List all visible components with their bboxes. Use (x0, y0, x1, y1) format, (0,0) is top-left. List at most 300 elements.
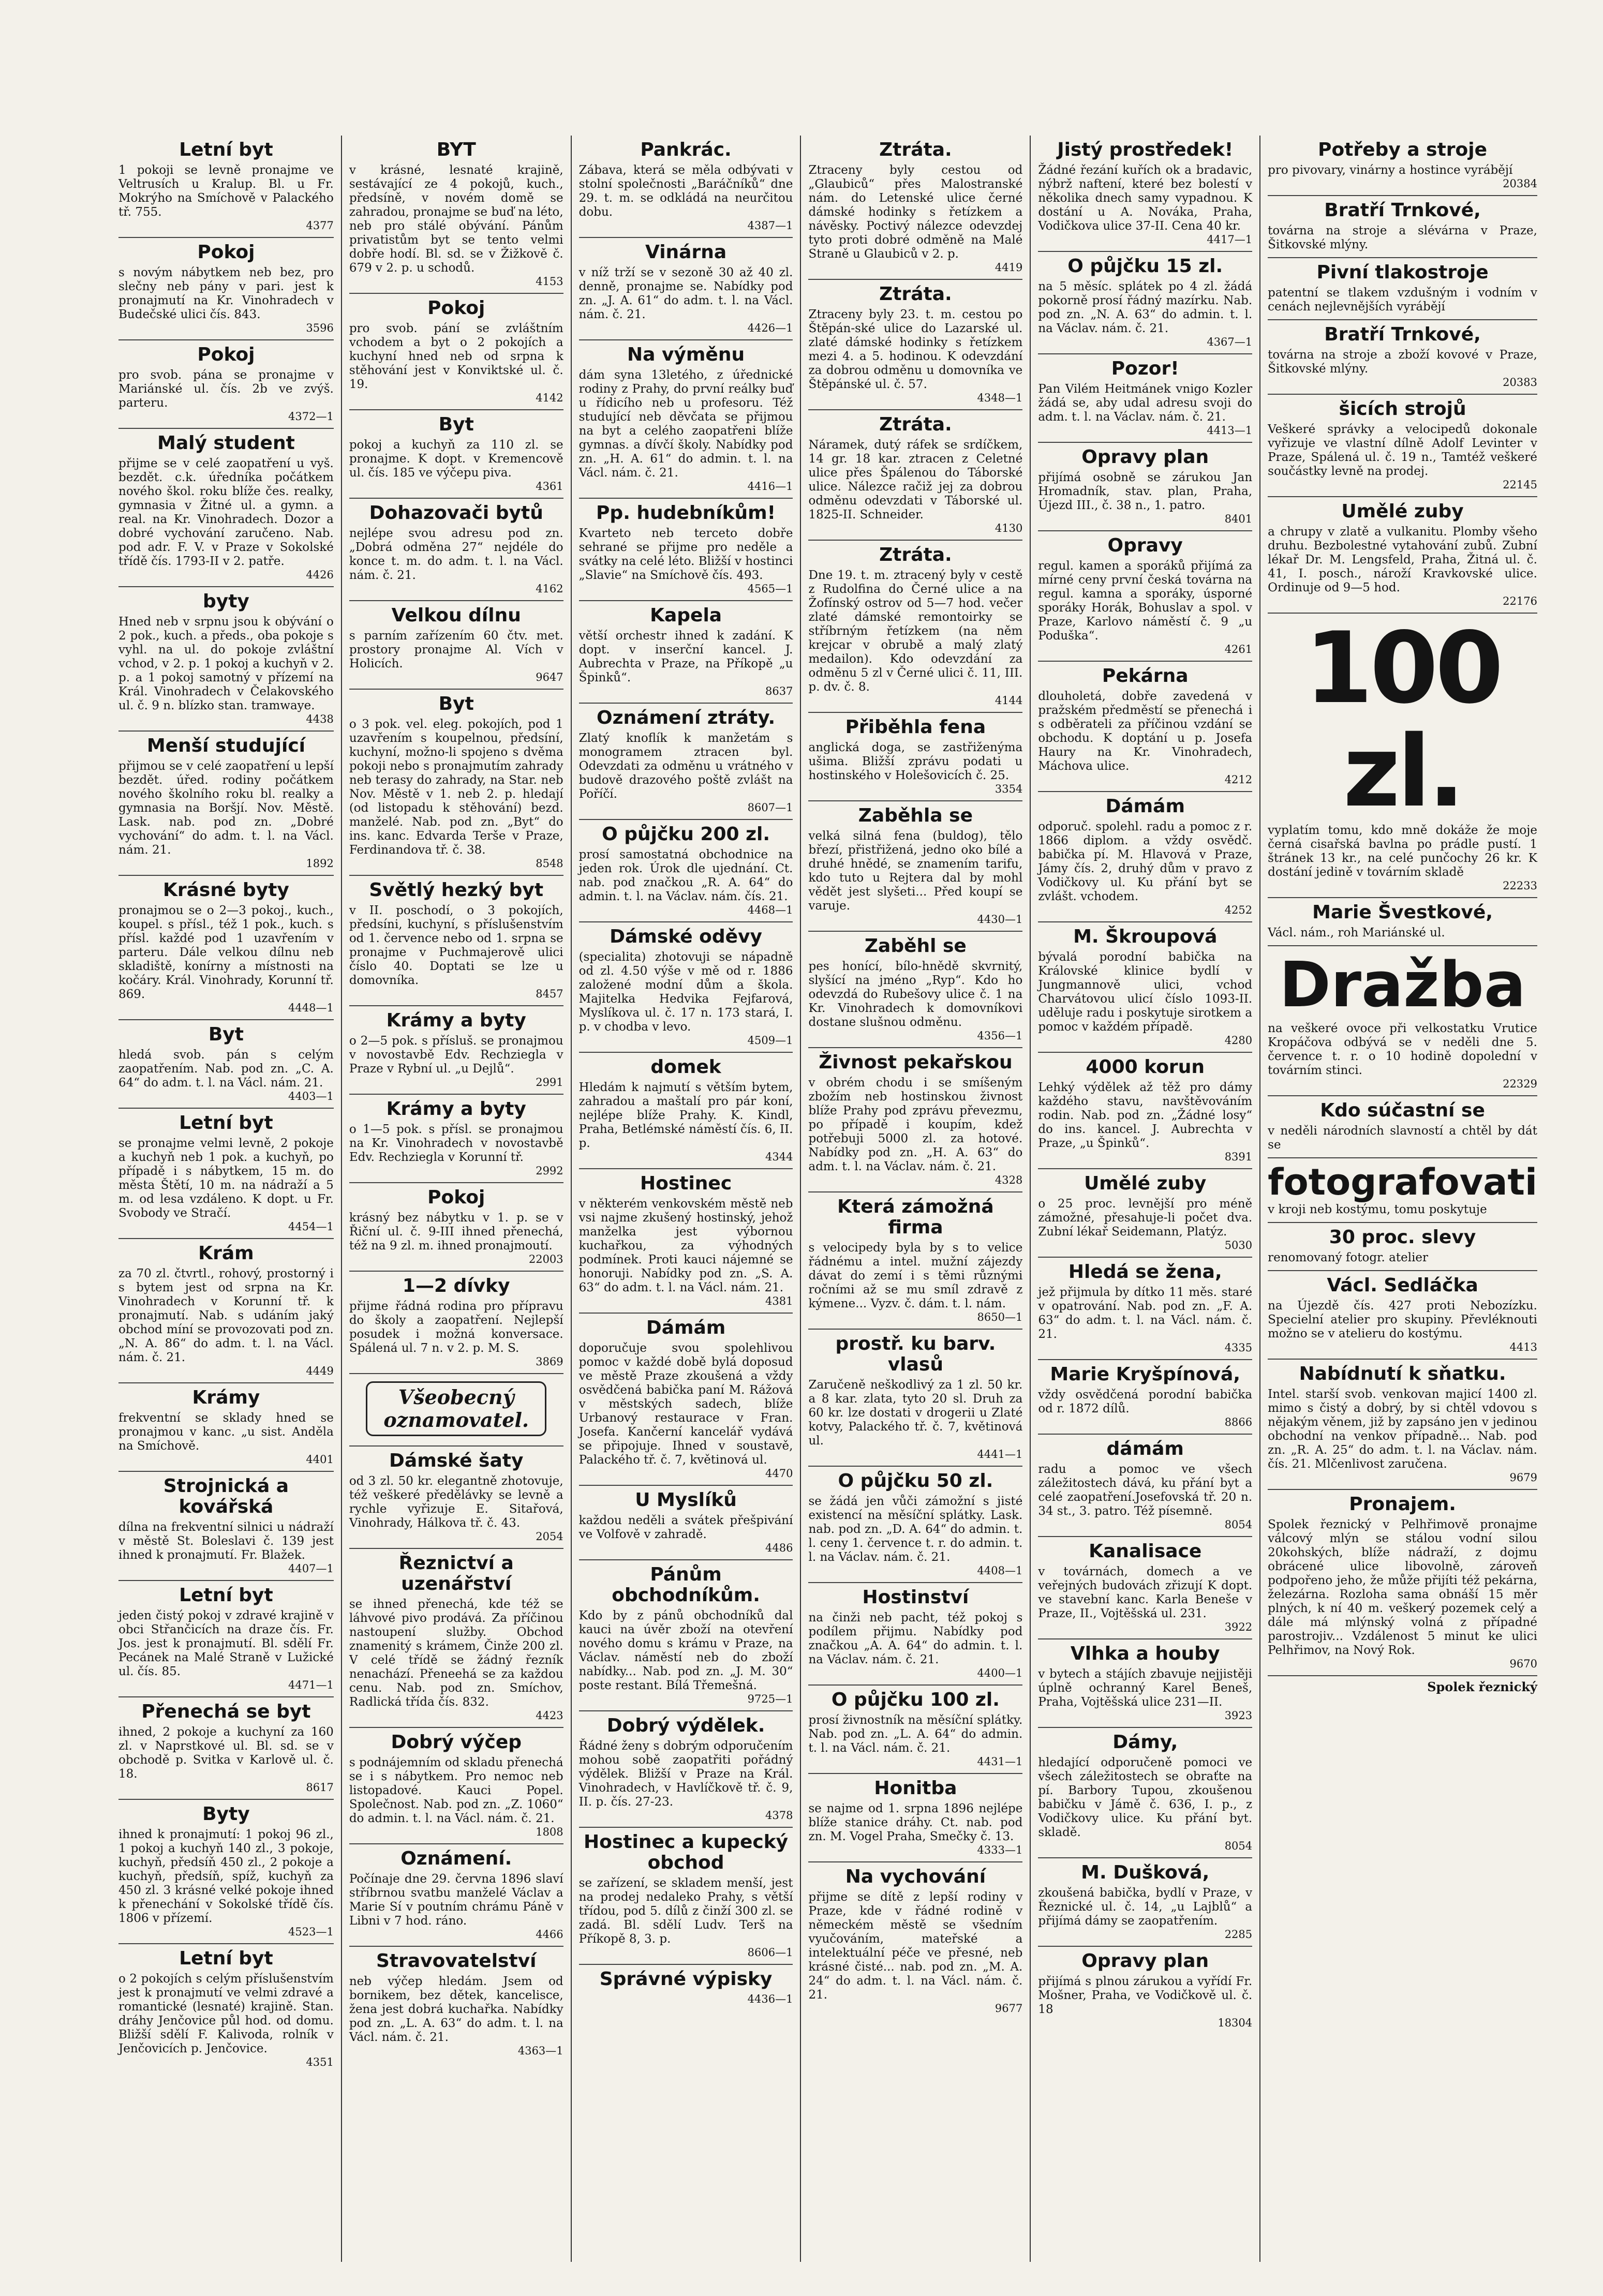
ad-title: Pokoj (427, 297, 485, 319)
ad-title: Opravy plan (1081, 446, 1209, 468)
ad-reference-number: 4523—1 (288, 1926, 334, 1938)
classified-ad-byty (118, 1800, 334, 1944)
ad-reference-number: 9670 (1509, 1658, 1537, 1670)
ad-body: přijímá osobně se zárukou Jan Hromadník, stav. plan, Praha, Újezd III., č. 38 n., 1. patro. (1038, 471, 1253, 512)
classified-ad-letni-byt (118, 136, 334, 238)
classified-ad-jisty-prostredek (1038, 136, 1252, 252)
ad-body: o 2—5 pok. s přísluš. se pronajmou v novostavbě Edv. Rechziegla v Praze v Rybní ul. „u Dejlů“. (349, 1034, 563, 1076)
ad-body: v továrnách, domech a ve veřejných budovách zřizují K dopt. ve stavební kanc. Karla Beneše v Praze, II., Vojtěšská ul. 231. (1038, 1565, 1253, 1620)
ad-title: BYT (436, 139, 476, 160)
ad-body: nejlépe svou adresu pod zn. „Dobrá odměna 27“ nejdéle do konce t. m. do adm. t. l. na Václ. nám. č. 21. (349, 527, 563, 582)
ad-title: Velkou dílnu (391, 605, 521, 626)
ad-body: Spolek řeznický v Pelhřimově pronajme válcový mlýn se stálou vodní silou 20kohských, blíže nádraží, z dojmu obrácené ulice libovolně, zároveň podpořeno jeho, že může přijíti též pekárna, železárna. Rozloha sama obnáší 15 měr plných, k ní 40 m. veškerý pozemek celý a dále má mlýnský volná z případné parostrojiv... Vzdálenost 5 minut ke ulici Pelhřimov, na Nový Rok. (1268, 1518, 1537, 1657)
ad-title: Hostinec a kupecký obchod (584, 1831, 789, 1873)
ad-body: ihned k pronajmutí: 1 pokoj 96 zl., 1 pokoj a kuchyň 140 zl., 3 pokoje, kuchyň, předsíň 450 zl., 2 pokoje a kuchyň, předsíň, spíž, kuchyň za 450 zl. 3 krásné velké pokoje ihned k přenechání v Sokolské třídě čís. 1806 v přízemí. (118, 1828, 334, 1925)
ad-title: Krámy (192, 1387, 260, 1408)
classified-ad-hleda-se-zena (1038, 1258, 1252, 1360)
ad-reference-number: 4416—1 (747, 480, 793, 493)
ad-body: anglická doga, se zastřiženýma ušima. Bližší zprávu podati u hostinského v Holešovicích č. 25. (808, 741, 1023, 782)
ad-title: O půjčku 15 zl. (1067, 256, 1223, 277)
ad-body: prosí živnostník na měsíční splátky. Nab. pod zn. „L. A. 64“ do admin. t. l. na Václ. nám. č. 21. (808, 1713, 1023, 1755)
ad-reference-number: 4423 (536, 1709, 563, 1722)
ad-reference-number: 4130 (995, 522, 1023, 534)
classified-ad-na-vychovani (808, 1862, 1022, 2020)
ad-body: v kroji neb kostýmu, tomu poskytuje (1268, 1203, 1487, 1216)
ad-reference-number: 4441—1 (977, 1448, 1023, 1460)
classified-ad-o-pujcku-200-zl (579, 820, 793, 922)
ad-body: o 2 pokojích s celým příslušenstvím jest k pronajmutí ve velmi zdravé a romantické (lesnaté) krajině. Stan. dráhy Jenčovice půl hod. od domu. Bližší sdělí F. Kalivoda, rolník v Jenčovicích p. Jenčovice. (118, 1972, 334, 2055)
ad-title: Přiběhla fena (845, 717, 986, 738)
classified-ad-kramy-a-byty (349, 1006, 563, 1095)
ad-reference-number: 4426 (306, 569, 334, 581)
ad-title: Oznámení ztráty. (596, 707, 776, 728)
ad-body: v obrém chodu i se smíšeným zbožím neb hostinskou živnost blíže Prahy pod zprávu převezmu, po případě i koupím, kdež potřebuji 5000 zl. za hotové. Nabídky pod zn. „H. A. 63“ do adm. t. l. na Václav. nám. č. 21. (808, 1076, 1023, 1173)
ad-title: Pp. hudebníkům! (596, 502, 776, 524)
classified-ad-pokoj (349, 1183, 563, 1272)
ad-title: Oznámení. (400, 1848, 512, 1869)
ad-body: přijme se dítě z lepší rodiny v Praze, kde v řádné rodině v německém městě se všedním vyučováním, mateřské a intelektuální péče ve přesné, neb krásné čisté... nab. pod zn. „M. A. 24“ do adm. t. l. na Václ. nám. č. 21. (808, 1890, 1023, 2002)
ad-title: Strojnická a kovářská (163, 1475, 289, 1517)
ad-title: Letní byt (179, 1585, 273, 1606)
classified-ad-reznictvi-a-uzenarstvi (349, 1549, 563, 1728)
ad-reference-number: 4378 (765, 1809, 793, 1822)
classified-ad-dobry-vydelek (579, 1711, 793, 1828)
ad-title: 1—2 dívky (402, 1275, 510, 1296)
ad-reference-number: 4377 (306, 219, 334, 232)
ad-title: Bratří Trnkové, (1324, 200, 1481, 221)
ad-body: pro svob. pána se pronajme v Mariánské ul. čís. 2b ve zvýš. parteru. (118, 368, 334, 410)
ad-reference-number: 8637 (765, 685, 793, 697)
ad-body: neb výčep hledám. Jsem od bornikem, bez dětek, kancelisce, žena jest dobrá kuchařka. Nabídky pod zn. „L. A. 63“ do adm. t. l. na Václ. nám. č. 21. (349, 1975, 563, 2044)
ad-reference-number: 4413—1 (1207, 424, 1253, 437)
ad-title: 30 proc. slevy (1329, 1227, 1476, 1248)
ad-body: na veškeré ovoce při velkostatku Vrutice Kropáčova odbývá se v neděli dne 5. července t. r. o 10 hodině dopolední v továrním stinci. (1268, 1022, 1537, 1077)
classified-ad-byty (118, 587, 334, 732)
ad-body: Intel. starší svob. venkovan majicí 1400 zl. mimo s čistý a dobrý, by si chtěl vdovou s nějakým věnem, již by zapsáno jen v jedinou obchodní na venkov případně... Nab. pod zn. „R. A. 25“ do adm. t. l. na Václav. nám. čís. 21. Mlčenlivost zaručena. (1268, 1388, 1537, 1471)
ad-title: Letní byt (179, 1112, 273, 1134)
ad-reference-number: 8391 (1224, 1151, 1253, 1163)
ad-title: šicích strojů (1339, 398, 1466, 420)
ad-body: vyplatím tomu, kdo mně dokáže že moje černá cisařská bavlna po prádle pustí. 1 štránek 13 kr., na celé punčochy 26 kr. K dostání jedině v továrním skladě (1268, 824, 1537, 879)
classified-ad-marie-svestkove (1268, 898, 1537, 946)
ad-title: Správné výpisky (599, 1969, 773, 1990)
ad-body: regul. kamen a sporáků přijímá za mírné ceny první česká továrna na regul. kamna a sporáky, úsporné sporáky Horák, Bohuslav a spol. v Praze, Karlovo náměstí č. 9 „u Poduška“. (1038, 559, 1253, 643)
classified-ad-letni-byt (118, 1944, 334, 2074)
column-4 (800, 136, 1030, 2262)
ad-title: Krámy a byty (386, 1010, 526, 1031)
ad-reference-number: 2991 (536, 1076, 563, 1089)
ad-title: Dobrý výdělek. (606, 1715, 765, 1736)
classified-ad-maly-student (118, 429, 334, 587)
ad-title: Živnost pekařskou (819, 1052, 1013, 1073)
ad-reference-number: 1808 (536, 1826, 563, 1838)
ad-title: U Myslíků (635, 1489, 737, 1511)
ad-reference-number: 4212 (1224, 773, 1253, 786)
ad-reference-number: 4142 (536, 392, 563, 404)
classified-ad-pokoj (118, 238, 334, 340)
ad-title: M. Dušková, (1081, 1862, 1210, 1883)
ad-title: Pankrác. (640, 139, 732, 160)
classified-ad-o-pujcku-100-zl (808, 1686, 1022, 1774)
ad-reference-number: 4454—1 (288, 1220, 334, 1233)
ad-reference-number: 22176 (1503, 595, 1537, 607)
ad-body: se pronajme velmi levně, 2 pokoje a kuchyň neb 1 pok. a kuchyň, po případě i s nábytkem, 15 m. do města Štětí, 10 m. na nádraží a 5 m. od lesa vzdáleno. K dopt. u Fr. Svobody ve Stračí. (118, 1137, 334, 1220)
ad-body: pronajmou se o 2—3 pokoj., kuch., koupel. s přísl., též 1 pok., kuch. s přísl. každé pod 1 uzavřením v parteru. Dále velkou dílnu neb skladiště, konírny a místnosti na kočáry. Král. Vinohrady, Korunní tř. 869. (118, 904, 334, 1001)
ad-reference-number: 8054 (1224, 1840, 1253, 1852)
ad-title: Bratří Trnkové, (1324, 324, 1481, 345)
ad-body: přijme řádná rodina pro přípravu do školy a zaopatření. Nejlepší posudek i možná konversace. Spálená ul. 7 n. v 2. p. M. S. (349, 1300, 563, 1355)
classified-ad-pronajem (1268, 1490, 1537, 1676)
ad-title: Ztráta. (879, 544, 952, 565)
ad-body: 1 pokoji se levně pronajme ve Veltrusích u Kralup. Bl. u Fr. Mokrýho na Smíchově v Palackého tř. 755. (118, 163, 334, 219)
classified-ad-pokoj (349, 294, 563, 410)
ad-reference-number: 4486 (765, 1542, 793, 1554)
ad-reference-number: 4363—1 (517, 2045, 563, 2057)
ad-body: Ztraceny byly cestou od „Glaubiců“ přes Malostranské nám. do Letenské ulice černé dámské hodinky s řetízkem a návěsky. Poctivý nálezce odevzdej tyto proti dobré odměně na Malé Straně u Glaubiců v 2. p. (808, 163, 1023, 261)
ad-title: Pivní tlakostroje (1316, 262, 1489, 283)
ad-body: v neděli národních slavností a chtěl by dát se (1268, 1124, 1537, 1152)
ad-body: větší orchestr ihned k zadání. K dopt. v inserční kancel. J. Aubrechta v Praze, na Příkopě „u Špinků“. (578, 629, 793, 684)
ad-body: pro pivovary, vinárny a hostince vyrábějí (1268, 163, 1513, 177)
ad-title: Ztráta. (879, 284, 952, 305)
classified-ad-hostinec-a-kupecky-obchod (579, 1828, 793, 1965)
classified-ad-spravne-vypisky (579, 1965, 793, 2010)
classified-ad-velkou-dilnu (349, 601, 563, 690)
ad-reference-number: 5030 (1224, 1239, 1253, 1251)
classified-ad-damam (579, 1314, 793, 1486)
ad-title: Letní byt (179, 139, 273, 160)
ad-title: Zaběhl se (864, 935, 967, 957)
ad-body: továrna na stroje a zboží kovové v Praze, Šitkovské mlýny. (1268, 348, 1537, 376)
classified-ad-damske-saty (349, 1447, 563, 1549)
ad-body: v II. poschodí, o 3 pokojích, předsíni, kuchyní, s příslušenstvím od 1. července nebo od 1. srpna se pronajme v Puchmajerově ulici číslo 40. Doptati se lze u domovníka. (349, 904, 563, 987)
ad-body: bývalá porodní babička na Královské klinice bydlí v Jungmannově ulici, vchod Charvátovou ulicí číslo 1093-II. uděluje radu i poskytuje sirotkem a pomoc v každém případě. (1038, 950, 1253, 1034)
ad-reference-number: 4436—1 (747, 1993, 793, 2005)
ad-body: Dne 19. t. m. ztracený byly v cestě z Rudolfina do Černé ulice a na Žofínský ostrov od 5—7 hod. večer zlaté dámské remontoirky se stříbrným řetízkem (na něm krejcar v obrubě a malý zlatý medailon). Kdo odevzdání za odměnu 5 zl v Černé ulici č. 11, III. p. dv. č. 8. (808, 569, 1023, 694)
classified-ad-fotografovati (1268, 1158, 1537, 1223)
ad-reference-number: 9679 (1509, 1471, 1537, 1484)
ad-body: přijmou se v celé zaopatření u lepší bezdět. úřed. rodiny počátkem nového školního roku bl. realky a gymnasia na Boršjí. Nov. Městě. Lask. nab. pod zn. „Dobré vychování“ do adm. t. l. na Václ. nám. 21. (118, 759, 334, 857)
ad-title: Jistý prostředek! (1057, 139, 1234, 160)
ad-title: Na výměnu (627, 344, 745, 365)
ad-body: zkoušená babička, bydlí v Praze, v Řeznické ul. č. 14, „u Lajblů“ a přijímá dámy se zaopatřením. (1038, 1886, 1253, 1928)
ad-body: Veškeré správky a velocipedů dokonale vyřizuje ve vlastní dílně Adolf Levinter v Praze, Spálená ul. č. 19 n., Tamtéž veškeré součástky levně na prodej. (1268, 423, 1537, 478)
ad-reference-number: 4328 (995, 1174, 1023, 1186)
ad-title: Dámám (646, 1317, 726, 1338)
ad-body: renomovaný fotogr. atelier (1268, 1251, 1429, 1264)
ad-body: radu a pomoc ve všech záležitostech dává, ku přání byt a celé zaopatření.Josefovská tř. 20 n. 34 st., 3. patro. Též písemně. (1038, 1463, 1253, 1518)
ad-body: o 25 proc. levnější pro méně zámožné, přesahuje-li počet dva. Zubní lékař Seidemann, Platýz. (1038, 1197, 1253, 1239)
ad-title: Byt (438, 414, 474, 435)
ad-body: dílna na frekventní silnici u nádraží v městě St. Boleslavi č. 139 jest ihned k pronajmutí. Fr. Blažek. (118, 1520, 334, 1562)
ad-title: Dražba (1279, 949, 1526, 1021)
classified-ad-m-skroupova (1038, 922, 1252, 1053)
ad-body: pro svob. pání se zvláštním vchodem a byt o 2 pokojích a kuchyní hned neb od srpna k stěhování jest v Konviktské ul. č. 19. (349, 322, 563, 391)
classified-ad-prostr-ku-barv-vlasu (808, 1330, 1022, 1467)
ad-title: O půjčku 100 zl. (831, 1689, 1000, 1710)
ad-title: Byt (438, 693, 474, 714)
ad-reference-number: 4419 (995, 261, 1023, 274)
ad-reference-number: 4153 (536, 275, 563, 288)
ad-title: Hledá se žena, (1068, 1261, 1222, 1283)
ad-reference-number: 4430—1 (977, 913, 1023, 926)
ad-reference-number: 3923 (1224, 1709, 1253, 1722)
classified-ad-damam (1038, 792, 1252, 922)
ad-title: Vlhka a houby (1070, 1643, 1220, 1664)
ad-reference-number: 2285 (1224, 1928, 1253, 1941)
ad-body: vždy osvědčená porodní babička od r. 1872 dílů. (1038, 1388, 1253, 1415)
ad-reference-number: 4144 (995, 694, 1023, 707)
ad-reference-number: 4381 (765, 1295, 793, 1307)
classified-ad-na-vymenu (579, 340, 793, 499)
classified-ad-damske-odevy (579, 922, 793, 1053)
ad-title: Hostinství (862, 1587, 969, 1608)
ad-body: na činži neb pacht, též pokoj s podílem přijmu. Nabídky pod značkou „A. A. 64“ do admin. t. l. na Václav. nám. č. 21. (808, 1611, 1023, 1666)
ad-reference-number: 8617 (306, 1781, 334, 1794)
ad-title: Menší studující (146, 735, 306, 756)
ad-title: dámám (1106, 1438, 1184, 1459)
ad-reference-number: 4509—1 (747, 1034, 793, 1047)
column-2 (341, 136, 571, 2262)
classified-ad-pozor (1038, 354, 1252, 443)
classified-ad-kramy (118, 1383, 334, 1472)
ad-body: Zaručeně neškodlivý za 1 zl. 50 kr. a 8 kar. zlata, tyto 20 sl. Druh za 60 kr. lze dostati v drogerii u Zlaté kotvy, Palackého tř. č. 7, květinová ul. (808, 1378, 1023, 1448)
ad-body: Hledám k najmutí s větším bytem, zahradou a maštalí pro pár koní, nejlépe blíže Prahy. K. Kindl, Praha, Betlémské náměstí čís. 6, II. p. (578, 1081, 793, 1150)
classified-ad-byt (349, 690, 563, 876)
classified-ad-zabehl-se (808, 932, 1022, 1048)
ad-title: Krámy a byty (386, 1098, 526, 1120)
ad-body: hledá svob. pán s celým zaopatřením. Nab. pod zn. „C. A. 64“ do adm. t. l. na Václ. nám. 21. (118, 1048, 334, 1090)
classified-ad-marie-kryspinova (1038, 1360, 1252, 1435)
classified-ad-prenecha-se-byt (118, 1697, 334, 1800)
ad-title: prostř. ku barv. vlasů (835, 1333, 996, 1375)
ad-body: a chrupy v zlatě a vulkanitu. Plomby všeho druhu. Bezbolestné vytahování zubů. Zubní lékař Dr. M. Lengsfeld, Praha, Žitná ul. č. 41, I. posch., nároží Kravkovské ulice. Ordinuje od 9—5 hod. (1268, 525, 1537, 594)
ad-title: Dámy, (1112, 1732, 1178, 1753)
ad-reference-number: 22145 (1503, 479, 1537, 491)
classified-ad-m-duskova (1038, 1858, 1252, 1947)
ad-body: se najme od 1. srpna 1896 nejlépe blíže stanice dráhy. Ct. nab. pod zn. M. Vogel Praha, Smečky č. 13. (808, 1802, 1023, 1843)
ad-reference-number: 4471—1 (288, 1679, 334, 1691)
classified-ad-oznameni-ztraty (579, 704, 793, 820)
ad-body: s velocipedy byla by s to velice řádnému a intel. mužní zájezdy dávat do zemí i s těmi různými ročními až se mu smíl zdravě z kýmene... Vyzv. č. dám. t. l. nám. (808, 1241, 1023, 1310)
ad-body: Počínaje dne 29. června 1896 slaví stříbrnou svatbu manželé Václav a Marie Sí v poutním chrámu Páně v Libni v 7 hod. ráno. (349, 1872, 563, 1928)
ad-body: přijímá s plnou zárukou a vyřídí Fr. Mošner, Praha, ve Vodičkově ul. č. 18 (1038, 1975, 1253, 2016)
ad-reference-number: 8607—1 (747, 801, 793, 814)
ad-reference-number: 4367—1 (1207, 336, 1253, 348)
ad-reference-number: 4351 (306, 2056, 334, 2068)
ad-title: M. Škroupová (1073, 926, 1218, 947)
ad-body: jeden čistý pokoj v zdravé krajině v obci Střančicích na draze čís. Fr. Jos. jest k pronajmutí. Bl. sdělí Fr. Pecánek na Malé Straně v Lužické ul. čís. 85. (118, 1609, 334, 1678)
ad-title: Byty (202, 1803, 250, 1825)
ad-body: v bytech a stájích zbavuje nejjistěji úplně ochranný Karel Beneš, Praha, Vojtěšská ulice 231—II. (1038, 1667, 1253, 1709)
ad-title: Dobrý výčep (391, 1732, 522, 1753)
ad-title: Krásné byty (162, 879, 289, 901)
ad-title: Pánům obchodníkům. (612, 1564, 760, 1606)
ad-reference-number: 4408—1 (977, 1564, 1023, 1577)
ad-title: Umělé zuby (1341, 501, 1464, 522)
ad-body: o 3 pok. vel. eleg. pokojích, pod 1 uzavřením s koupelnou, předsíní, kuchyní, možno-li spojeno s dvěma pokoji nebo s pronajmutím zahrady neb terasy do zahrady, na Star. neb Nov. Městě v 1. neb 2. p. hledají (od listopadu k stěhování) bezd. manželé. Nab. pod zn. „Byt“ do ins. kanc. Edvarda Terše v Praze, Ferdinandova tř. č. 38. (349, 718, 563, 857)
classified-ad-domek (579, 1053, 793, 1169)
ad-title: Ztráta. (879, 414, 952, 435)
classified-ad-ztrata (808, 280, 1022, 410)
classified-ad-bratri-trnkove (1268, 320, 1537, 395)
ad-body: Řádné ženy s dobrým odporučením mohou sobě zaopatřiti pořádný výdělek. Bližší v Praze na Král. Vinohradech, v Havlíčkově tř. č. 9, II. p. čís. 27-23. (578, 1739, 793, 1809)
classified-ad-zabehla-se (808, 801, 1022, 932)
ad-body: s parním zařízením 60 čtv. met. prostory pronajme Al. Vích v Holicích. (349, 629, 563, 670)
ad-reference-number: 20384 (1503, 177, 1537, 190)
ad-title: Byt (208, 1024, 244, 1045)
classified-ad-ztrata (808, 410, 1022, 541)
classified-ad-pivni-tlakostroje (1268, 258, 1537, 320)
ad-reference-number: 4252 (1224, 904, 1253, 916)
ad-title: Zaběhla se (858, 805, 973, 826)
classified-ad-dohazovaci-bytu (349, 499, 563, 601)
ad-reference-number: 4407—1 (288, 1562, 334, 1575)
ad-body: patentní se tlakem vzdušným i vodním v cenách nejlevnějších vyrábějí (1268, 286, 1537, 314)
ad-reference-number: 4333—1 (977, 1844, 1023, 1856)
ad-title: Letní byt (179, 1948, 273, 1969)
classified-ad-mensi-studujici (118, 732, 334, 876)
ad-title: Nabídnutí k sňatku. (1299, 1363, 1506, 1384)
classified-ad-vacl-sedlacka (1268, 1271, 1537, 1360)
ad-reference-number: 3596 (306, 322, 334, 334)
classified-ad-pribehla-fena (808, 713, 1022, 801)
ad-reference-number: 4361 (536, 480, 563, 493)
ad-title: Opravy plan (1081, 1950, 1209, 1972)
classified-ad-vinarna (579, 238, 793, 340)
ad-body: odporuč. spolehl. radu a pomoc z r. 1866 diplom. a vždy osvědč. babička pí. M. Hlavová v Praze, Jámy čís. 2, druhý dům v pravo z Vodičkovy ul. Ku přání byt se zvlášt. vchodem. (1038, 820, 1253, 903)
classified-ad-stravovatelstvi (349, 1947, 563, 2062)
ad-reference-number: 4449 (306, 1365, 334, 1377)
ad-title: Václ. Sedláčka (1327, 1275, 1478, 1296)
ad-body: prosí samostatná obchodnice na jeden rok. Úrok dle ujednání. Ct. nab. pod značkou „R. A. 64“ do admin. t. l. na Václav. nám. čís. 21. (578, 848, 793, 903)
ad-title: Kanalisace (1089, 1541, 1202, 1562)
classified-ad-30-proc-slevy (1268, 1223, 1537, 1271)
ad-body: o 1—5 pok. s přísl. se pronajmou na Kr. Vinohradech v novostavbě Edv. Rechziegla v Korunní tř. (349, 1123, 563, 1164)
ad-reference-number: 8606—1 (747, 1946, 793, 1959)
ad-reference-number: 9647 (536, 671, 563, 683)
ad-body: Pan Vilém Heitmánek vnigo Kozler žádá se, aby udal adresu svoji do adm. t. l. na Václav. nám. č. 21. (1038, 382, 1253, 424)
classified-ad-byt (349, 136, 563, 294)
ad-body: hledající odporučeně pomoci ve všech záležitostech se obraťte na pí. Barbory Tupou, zkoušenou babičku v Jámě č. 636, I. p., z Vodičkovy ulice. Ku přání byt. skladě. (1038, 1756, 1253, 1839)
ad-reference-number: 4335 (1224, 1341, 1253, 1354)
ad-body: každou neděli a svátek přešpivání ve Volfově v zahradě. (578, 1514, 793, 1541)
ad-reference-number: 4468—1 (747, 904, 793, 916)
classified-ad-ztrata (808, 136, 1022, 280)
ad-body: na Újezdě čís. 427 proti Nebozízku. Specielní atelier pro skupiny. Převléknouti možno se v atelieru do kostýmu. (1268, 1299, 1537, 1340)
ad-title: Pozor! (1111, 358, 1179, 379)
classified-ad-damam (1038, 1435, 1252, 1537)
classified-ad-kdo-sucastni-se (1268, 1096, 1537, 1158)
ad-body: v některém venkovském městě neb vsi najme zkušený hostinský, jehož manželka jest výbornou kuchařkou, za výhodných podmínek. Proti kauci nájemné se honoruji. Nabídky pod zn. „S. A. 63“ do adm. t. l. na Václ. nám. 21. (578, 1197, 793, 1294)
ad-reference-number: 20383 (1503, 376, 1537, 389)
classified-ad-kramy-a-byty (349, 1095, 563, 1183)
ad-title: Potřeby a stroje (1318, 139, 1488, 160)
ad-reference-number: 1892 (306, 857, 334, 870)
classified-ad-pokoj (118, 340, 334, 429)
classified-ad-pekarna (1038, 662, 1252, 792)
ad-title: 100 zl. (1304, 611, 1501, 829)
ad-title: Honitba (874, 1778, 957, 1799)
ad-body: krásný bez nábytku v 1. p. se v Řiční ul. č. 9-III ihned přenechá, též na 9 zl. m. ihned pronajmoutí. (349, 1211, 563, 1253)
ad-body: se žádá jen vůči zámožní s jisté existencí na měsíční splátky. Lask. nab. pod zn. „D. A. 64“ do admin. t. l. ceny 1. července t. r. do admin. t. l. na Václav. nám. č. 21. (808, 1495, 1023, 1564)
ad-reference-number: 8401 (1224, 513, 1253, 525)
ad-body: s podnájemním od skladu přenechá se i s nábytkem. Pro nemoc neb listopadové. Kauci Popel. Společnost. Nab. pod zn. „Z. 1060“ do admin. t. l. na Václ. nám. č. 21. (349, 1756, 563, 1825)
ad-title: Malý student (157, 433, 295, 454)
classified-ad-byt (349, 410, 563, 499)
column-3 (571, 136, 800, 2262)
ad-title: O půjčku 200 zl. (602, 824, 770, 845)
ad-body: Žádné řezání kuřích ok a bradavic, nýbrž naftení, které bez bolestí v několika dnech samy vypadnou. K dostání u A. Nováka, Praha, Vodičkova ulice 37-II. Cena 40 kr. (1038, 163, 1253, 233)
classified-ad-opravy (1038, 531, 1252, 662)
ad-reference-number: 22003 (528, 1253, 563, 1265)
ad-reference-number: 4448—1 (288, 1002, 334, 1014)
column-5 (1030, 136, 1259, 2262)
ad-body: se zařízení, se skladem menší, jest na prodej nedaleko Prahy, s větší třídou, pod 5. dílů z činží 300 zl. se zadá. Bl. sdělí Ludv. Terš na Příkopě 8, 3. p. (578, 1876, 793, 1946)
ad-reference-number: 4162 (536, 583, 563, 595)
ad-title: Marie Švestkové, (1312, 902, 1493, 923)
ad-body: Zlatý knoflík k manžetám s monogramem ztracen byl. Odevzdati za odměnu u vrátného v budově drazového poště zvlášt na Poříčí. (578, 732, 793, 801)
ad-body: pokoj a kuchyň za 110 zl. se pronajme. K dopt. v Kremencově ul. čís. 185 ve výčepu piva. (349, 438, 563, 480)
ad-reference-number: 4470 (765, 1467, 793, 1480)
classified-ad-vseobecny-oznamovatel (349, 1374, 563, 1447)
newspaper-page (111, 136, 1545, 2262)
ad-title: byty (202, 591, 249, 612)
ad-title: Pronajem. (1349, 1494, 1456, 1515)
ad-body: továrna na stroje a slévárna v Praze, Šitkovské mlýny. (1268, 224, 1537, 251)
ad-body: Kdo by z pánů obchodníků dal kauci na úvěr zboží na otevření nového domu s krámu v Praze, na Václav. náměstí neb do zboží nabídky... Nab. pod zn. „J. M. 30“ poste restant. Bílá Třemešná. (578, 1609, 793, 1692)
classified-ad-vlhka-a-houby (1038, 1639, 1252, 1728)
ad-title: Vinárna (645, 242, 727, 263)
ad-body: na 5 měsíc. splátek po 4 zl. žádá pokorně prosí řádný mazírku. Nab. pod zn. „N. A. 63“ do admin. t. l. na Václav. nám. č. 21. (1038, 280, 1253, 335)
ad-reference-number: 4372—1 (288, 410, 334, 423)
ad-reference-number: 4387—1 (747, 219, 793, 232)
classified-ad-u-mysliku (579, 1486, 793, 1560)
ad-title: Marie Kryšpínová, (1050, 1364, 1241, 1385)
ad-title: Dámské oděvy (610, 926, 763, 947)
classified-ad-letni-byt (118, 1581, 334, 1697)
classified-ad-bratri-trnkove (1268, 196, 1537, 258)
ad-title: Světlý hezký byt (369, 879, 544, 901)
ad-reference-number: 4261 (1224, 643, 1253, 655)
classified-ad-ztrata (808, 541, 1022, 713)
ad-reference-number: 4401 (306, 1453, 334, 1466)
classified-ad-umele-zuby (1038, 1169, 1252, 1258)
ad-body: za 70 zl. čtvrtl., rohový, prostorný i s bytem jest od srpna na Kr. Vinohradech v Korunní tř. k pronajmutí. Nab. s udáním jaký obchod míní se provozovati pod zn. „N. A. 86“ do adm. t. l. na Václ. nám. č. 21. (118, 1267, 334, 1364)
ad-body: Náramek, dutý ráfek se srdíčkem, 14 gr. 18 kar. ztracen z Celetné ulice přes Špálenou do Táborské ulice. Nálezce račiž jej za dobrou odměnu odevzdati v Táborské ul. 1825-II. Schneider. (808, 438, 1023, 521)
classified-ad-4000-korun (1038, 1053, 1252, 1169)
classified-ad-honitba (808, 1774, 1022, 1862)
classified-ad-opravy-plan (1038, 1947, 1252, 2034)
ad-body: dám syna 13letého, z úřednické rodiny z Prahy, do první reálky buď u řídicího neb u profesoru. Též studující neb děvčata se přijmou na byt a celého zaopatřeni blíže gymnas. a dívčí školy. Nabídky pod zn. „H. A. 61“ do admin. t. l. na Václ. nám. č. 21. (578, 368, 793, 480)
classified-ad-oznameni (349, 1844, 563, 1947)
classified-ad-strojnicka-a-kovarska (118, 1472, 334, 1581)
ad-reference-number: 4344 (765, 1151, 793, 1163)
ad-reference-number: 4565—1 (747, 583, 793, 595)
ad-title: Opravy (1107, 535, 1183, 556)
ad-reference-number: 9677 (995, 2002, 1023, 2015)
classified-ad-krasne-byty (118, 876, 334, 1020)
column-1 (111, 136, 341, 2262)
ad-reference-number: 4431—1 (977, 1755, 1023, 1768)
ad-title: Kdo súčastní se (1320, 1100, 1485, 1121)
ad-title: Dámské šaty (389, 1450, 524, 1471)
ad-title: Všeobecný oznamovatel. (366, 1381, 546, 1436)
ad-reference-number: 3354 (995, 783, 1023, 795)
ad-body: s novým nábytkem neb bez, pro slečny neb pány v pari. jest k pronajmutí na Kr. Vinohradech v Budečské ulici čís. 843. (118, 266, 334, 321)
classified-ad-opravy-plan (1038, 443, 1252, 531)
classified-ad-o-pujcku-50-zl (808, 1467, 1022, 1583)
